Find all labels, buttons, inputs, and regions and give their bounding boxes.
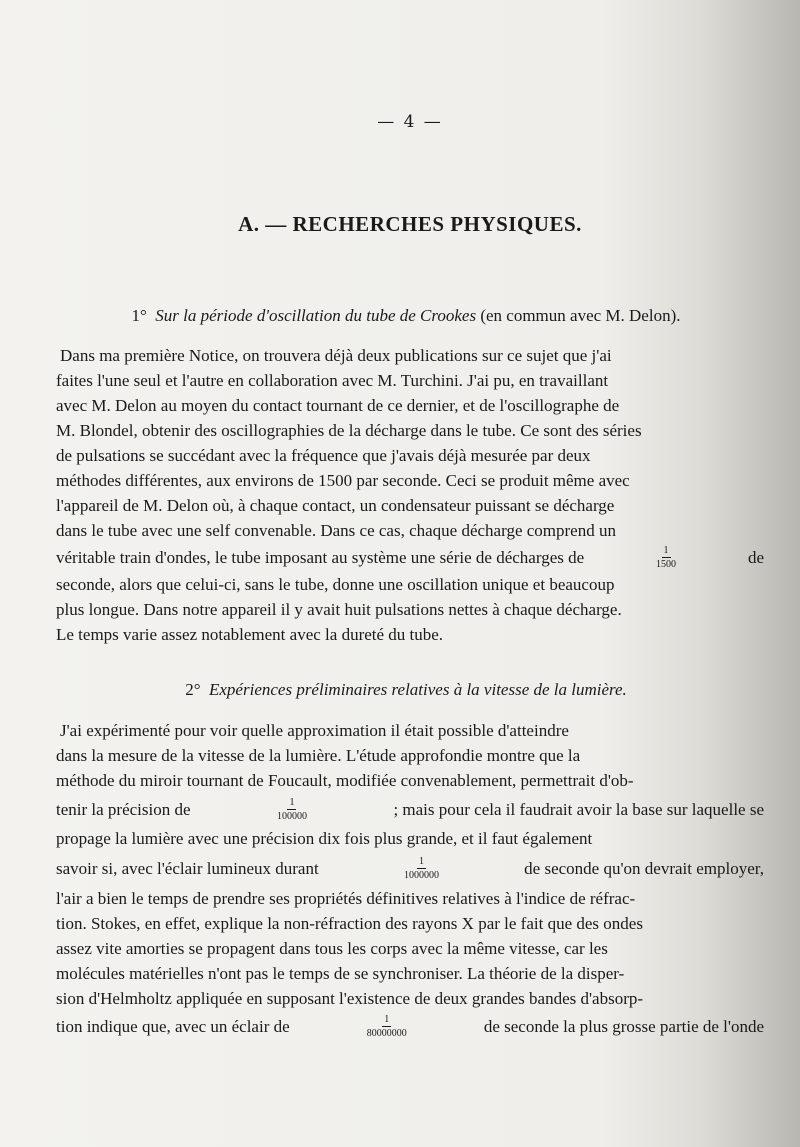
fraction-denominator: 1500 bbox=[656, 559, 677, 570]
line-text: tion indique que, avec un éclair de bbox=[56, 1017, 290, 1036]
line-text: de pulsations se succédant avec la fréquence que j'avais déjà mesurée par deux bbox=[56, 446, 591, 465]
line-text: de seconde la plus grosse partie de l'onde bbox=[483, 1017, 764, 1036]
paragraph-line bbox=[56, 516, 764, 546]
fraction-denominator: 1000000 bbox=[403, 870, 439, 881]
subsection-2-number: 2° bbox=[185, 680, 201, 699]
subsection-1-credit: (en commun avec M. Delon). bbox=[480, 306, 681, 325]
line-text: plus longue. Dans notre appareil il y avait huit pulsations nettes à chaque décharge. bbox=[56, 600, 622, 619]
fraction-denominator: 100000 bbox=[276, 811, 307, 822]
line-text: ; mais pour cela il faudrait avoir la base sur laquelle se bbox=[393, 800, 764, 819]
subsection-1-heading bbox=[0, 306, 800, 326]
subsection-1-title: Sur la période d'oscillation du tube de Crookes bbox=[155, 306, 477, 325]
paragraph-line-with-fraction bbox=[56, 795, 764, 825]
line-text: Dans ma première Notice, on trouvera déjà deux publications sur ce sujet que j'ai bbox=[60, 346, 612, 365]
fraction-numerator: 1 bbox=[289, 797, 295, 808]
line-text: faites l'une seul et l'autre en collaboration avec M. Turchini. J'ai pu, en travaillant bbox=[56, 371, 609, 390]
line-text: avec M. Delon au moyen du contact tournant de ce dernier, et de l'oscillographe de bbox=[56, 396, 620, 415]
line-text: seconde, alors que celui-ci, sans le tube, donne une oscillation unique et beaucoup bbox=[56, 575, 615, 594]
paragraph-line bbox=[56, 984, 764, 1014]
paragraph-line-with-fraction bbox=[56, 1012, 764, 1042]
line-text: savoir si, avec l'éclair lumineux durant bbox=[56, 859, 319, 878]
line-text: tion. Stokes, en effet, explique la non-réfraction des rayons X par le fait que des ondes bbox=[56, 914, 643, 933]
line-text: dans le tube avec une self convenable. Dans ce cas, chaque décharge comprend un bbox=[56, 521, 616, 540]
paragraph-line bbox=[56, 824, 764, 854]
line-text: de seconde qu'on devrait employer, bbox=[524, 859, 764, 878]
fraction bbox=[404, 857, 439, 881]
line-text: tenir la précision de bbox=[56, 800, 191, 819]
fraction-numerator: 1 bbox=[384, 1014, 390, 1025]
subsection-2-heading bbox=[0, 680, 800, 700]
line-text: Le temps varie assez notablement avec la dureté du tube. bbox=[56, 625, 444, 644]
fraction bbox=[656, 546, 676, 570]
line-text: dans la mesure de la vitesse de la lumière. L'étude approfondie montre que la bbox=[56, 746, 581, 765]
fraction bbox=[277, 798, 307, 822]
paragraph-line bbox=[56, 766, 764, 796]
paragraph-line bbox=[56, 620, 764, 650]
subsection-2-title: Expériences préliminaires relatives à la vitesse de la lumière. bbox=[209, 680, 627, 699]
subsection-1-number: 1° bbox=[131, 306, 147, 325]
fraction-numerator: 1 bbox=[418, 856, 424, 867]
line-text: assez vite amorties se propagent dans tous les corps avec la même vitesse, car les bbox=[56, 939, 608, 958]
line-text: M. Blondel, obtenir des oscillographies de la décharge dans le tube. Ce sont des séries bbox=[56, 421, 642, 440]
fraction-denominator: 80000000 bbox=[366, 1028, 407, 1039]
paragraph-line-with-fraction bbox=[56, 854, 764, 884]
section-heading: A. — RECHERCHES PHYSIQUES. bbox=[238, 212, 582, 236]
line-text: véritable train d'ondes, le tube imposant au système une série de décharges de bbox=[56, 548, 585, 567]
line-text: molécules matérielles n'ont pas le temps de se synchroniser. La théorie de la disper- bbox=[56, 964, 625, 983]
line-text: de bbox=[747, 548, 764, 567]
fraction-numerator: 1 bbox=[663, 545, 669, 556]
page-number: — 4 — bbox=[377, 112, 443, 132]
line-text: sion d'Helmholtz appliquée en supposant l'existence de deux grandes bandes d'absorp- bbox=[56, 989, 644, 1008]
paragraph-line-with-fraction bbox=[56, 543, 764, 573]
line-text: méthodes différentes, aux environs de 1500 par seconde. Ceci se produit même avec bbox=[56, 471, 630, 490]
line-text: méthode du miroir tournant de Foucault, modifiée convenablement, permettrait d'ob- bbox=[56, 771, 634, 790]
line-text: propage la lumière avec une précision dix fois plus grande, et il faut également bbox=[56, 829, 593, 848]
line-text: J'ai expérimenté pour voir quelle approximation il était possible d'atteindre bbox=[60, 721, 569, 740]
line-text: l'air a bien le temps de prendre ses propriétés définitives relatives à l'indice de réfrac- bbox=[56, 889, 636, 908]
line-text: l'appareil de M. Delon où, à chaque contact, un condensateur puissant se décharge bbox=[56, 496, 615, 515]
fraction bbox=[367, 1015, 407, 1039]
